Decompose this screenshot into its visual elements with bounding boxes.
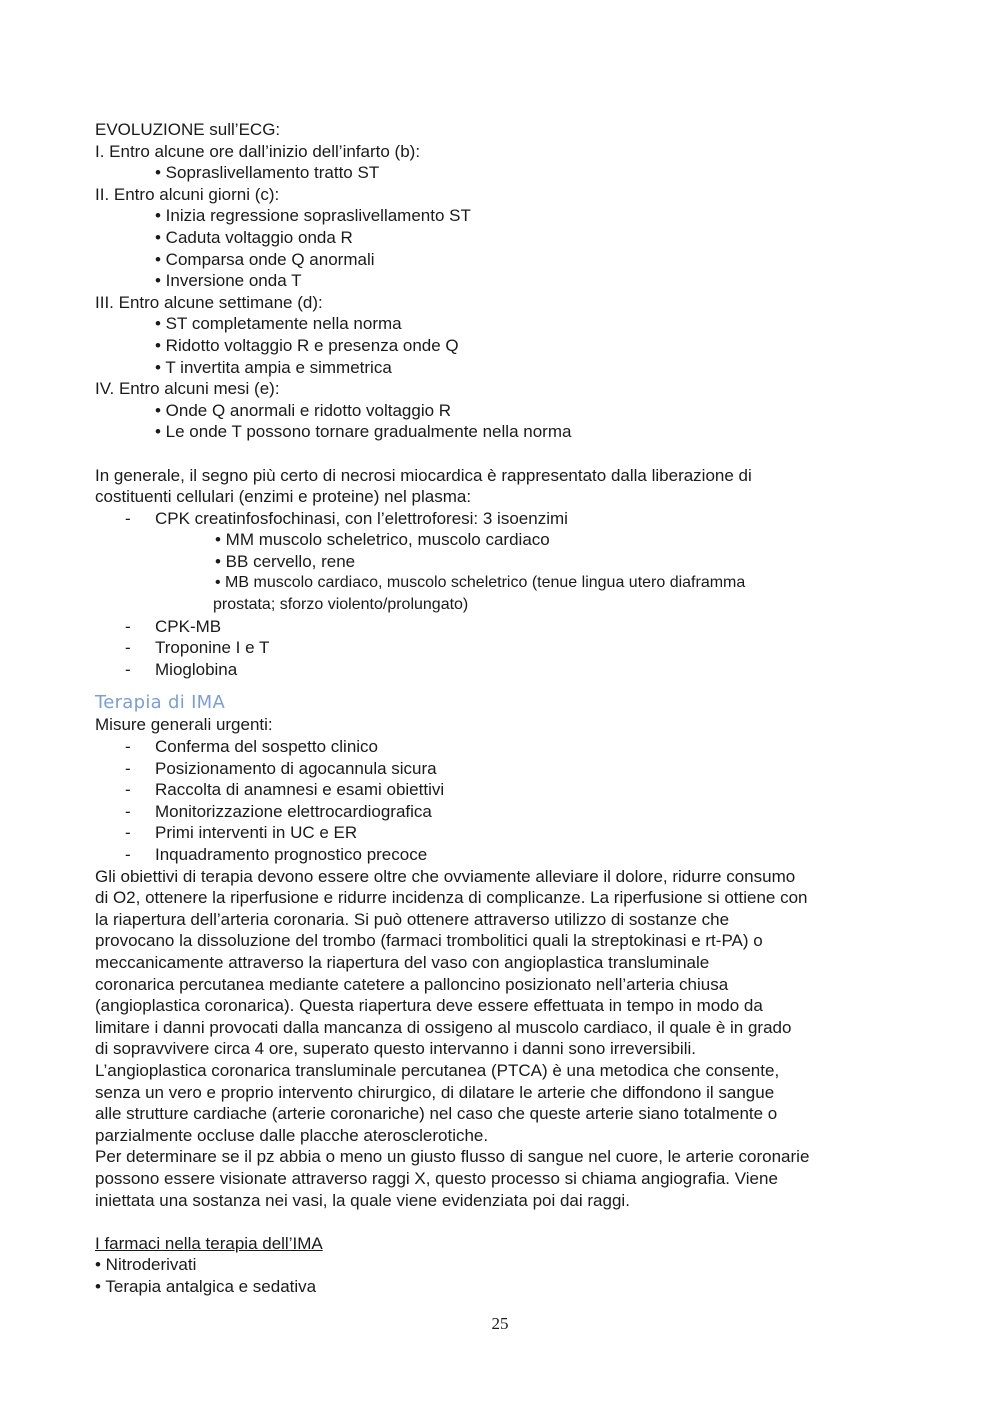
paragraph-line: coronarica percutanea mediante catetere a palloncino posizionato nell’arteria chiusa [95,974,729,994]
ecg-stage-2-bullet: • Inizia regressione sopraslivellamento ST [155,206,471,226]
farmaci-item: • Nitroderivati [95,1255,197,1275]
terapia-section [95,692,915,1211]
ecg-stage-1-bullet: • Sopraslivellamento tratto ST [155,163,380,183]
cpk-isoenzyme-bb: • BB cervello, rene [215,551,356,571]
ecg-stage-2-bullet: • Inversione onda T [155,271,302,291]
markers-intro-line: In generale, il segno più certo di necrosi miocardica è rappresentato dalla liberazione di [95,465,752,485]
paragraph-line: la riapertura dell’arteria coronaria. Si può ottenere attraverso utilizzo di sostanze che [95,909,730,929]
list-item-cpk: - CPK creatinfosfochinasi, con l’elettroforesi: 3 isoenzimi [125,508,568,528]
paragraph-line: iniettata una sostanza nei vasi, la quale viene evidenziata poi dai raggi. [95,1190,630,1210]
cpk-isoenzyme-mm: • MM muscolo scheletrico, muscolo cardiaco [215,530,550,550]
farmaci-title: I farmaci nella terapia dell’IMA [95,1233,323,1253]
cpk-isoenzyme-mb: • MB muscolo cardiaco, muscolo scheletrico (tenue lingua utero diaframma [215,574,746,592]
paragraph-line: parzialmente occluse dalle placche aterosclerotiche. [95,1125,489,1145]
ecg-stage-1: I. Entro alcune ore dall’inizio dell’infarto (b): [95,141,421,161]
markers-intro-line: costituenti cellulari (enzimi e proteine) nel plasma: [95,487,472,507]
paragraph-line: Gli obiettivi di terapia devono essere oltre che ovviamente alleviare il dolore, ridurre consumo [95,866,796,886]
paragraph-line: meccanicamente attraverso la riapertura del vaso con angioplastica transluminale [95,952,710,972]
ecg-stage-3-bullet: • ST completamente nella norma [155,314,402,334]
paragraph-obiettivi [95,866,915,1060]
list-item: - Inquadramento prognostico precoce [125,845,428,864]
ecg-stage-2-bullet: • Caduta voltaggio onda R [155,227,353,247]
list-item: - Posizionamento di agocannula sicura [125,758,437,778]
misure-title: Misure generali urgenti: [95,715,273,735]
spacer [95,1211,915,1233]
ecg-stage-4-bullet: • Le onde T possono tornare gradualmente nella norma [155,422,572,442]
list-item: - Raccolta di anamnesi e esami obiettivi [125,780,445,800]
list-item-troponine: - Troponine I e T [125,638,270,658]
paragraph-line: provocano la dissoluzione del trombo (farmaci trombolitici quali la streptokinasi e rt-PA) o [95,931,763,951]
page-number: 25 [491,1314,509,1333]
paragraph-line: di sopravvivere circa 4 ore, superato questo intervanno i danni sono irreversibili. [95,1039,696,1059]
farmaci-section [95,1233,915,1298]
section-heading: Terapia di IMA [95,692,226,714]
ecg-stage-3-bullet: • T invertita ampia e simmetrica [155,357,392,377]
necrosis-markers-section [95,465,915,681]
ecg-evolution-section [95,119,915,443]
paragraph-line: L’angioplastica coronarica transluminale percutanea (PTCA) è una metodica che consente, [95,1060,780,1080]
list-item: - Conferma del sospetto clinico [125,737,379,757]
paragraph-ptca [95,1060,915,1146]
paragraph-line: alle strutture cardiache (arterie coronariche) nel caso che queste arterie siano totalmente o [95,1104,778,1124]
paragraph-angiografia [95,1146,915,1211]
document-page [95,119,915,1297]
paragraph-line: (angioplastica coronarica). Questa riapertura deve essere effettuata in tempo in modo da [95,996,763,1016]
list-item: - Primi interventi in UC e ER [125,823,358,843]
ecg-stage-4-bullet: • Onde Q anormali e ridotto voltaggio R [155,400,452,420]
paragraph-line: di O2, ottenere la riperfusione e ridurre incidenza di complicanze. La riperfusione si ottiene con [95,888,808,908]
ecg-stage-3: III. Entro alcune settimane (d): [95,292,323,312]
spacer [95,443,915,465]
list-item: - Monitorizzazione elettrocardiografica [125,801,432,821]
paragraph-line: limitare i danni provocati dalla mancanza di ossigeno al muscolo cardiaco, il quale è in grado [95,1017,792,1037]
ecg-stage-3-bullet: • Ridotto voltaggio R e presenza onde Q [155,335,459,355]
paragraph-line: Per determinare se il pz abbia o meno un giusto flusso di sangue nel cuore, le arterie coronarie [95,1147,810,1167]
list-item-mioglobina: - Mioglobina [125,659,238,679]
paragraph-line: possono essere visionate attraverso raggi X, questo processo si chiama angiografia. Viene [95,1168,778,1188]
cpk-isoenzyme-mb-continued: prostata; sforzo violento/prolungato) [213,596,469,614]
ecg-stage-4: IV. Entro alcuni mesi (e): [95,379,280,399]
ecg-stage-2: II. Entro alcuni giorni (c): [95,184,280,204]
farmaci-item: • Terapia antalgica e sedativa [95,1276,317,1296]
ecg-title: EVOLUZIONE sull’ECG: [95,120,281,139]
ecg-stage-2-bullet: • Comparsa onde Q anormali [155,249,375,269]
list-item-cpk-mb: - CPK-MB [125,616,222,636]
paragraph-line: senza un vero e proprio intervento chirurgico, di dilatare le arterie che diffondono il sangue [95,1082,775,1102]
